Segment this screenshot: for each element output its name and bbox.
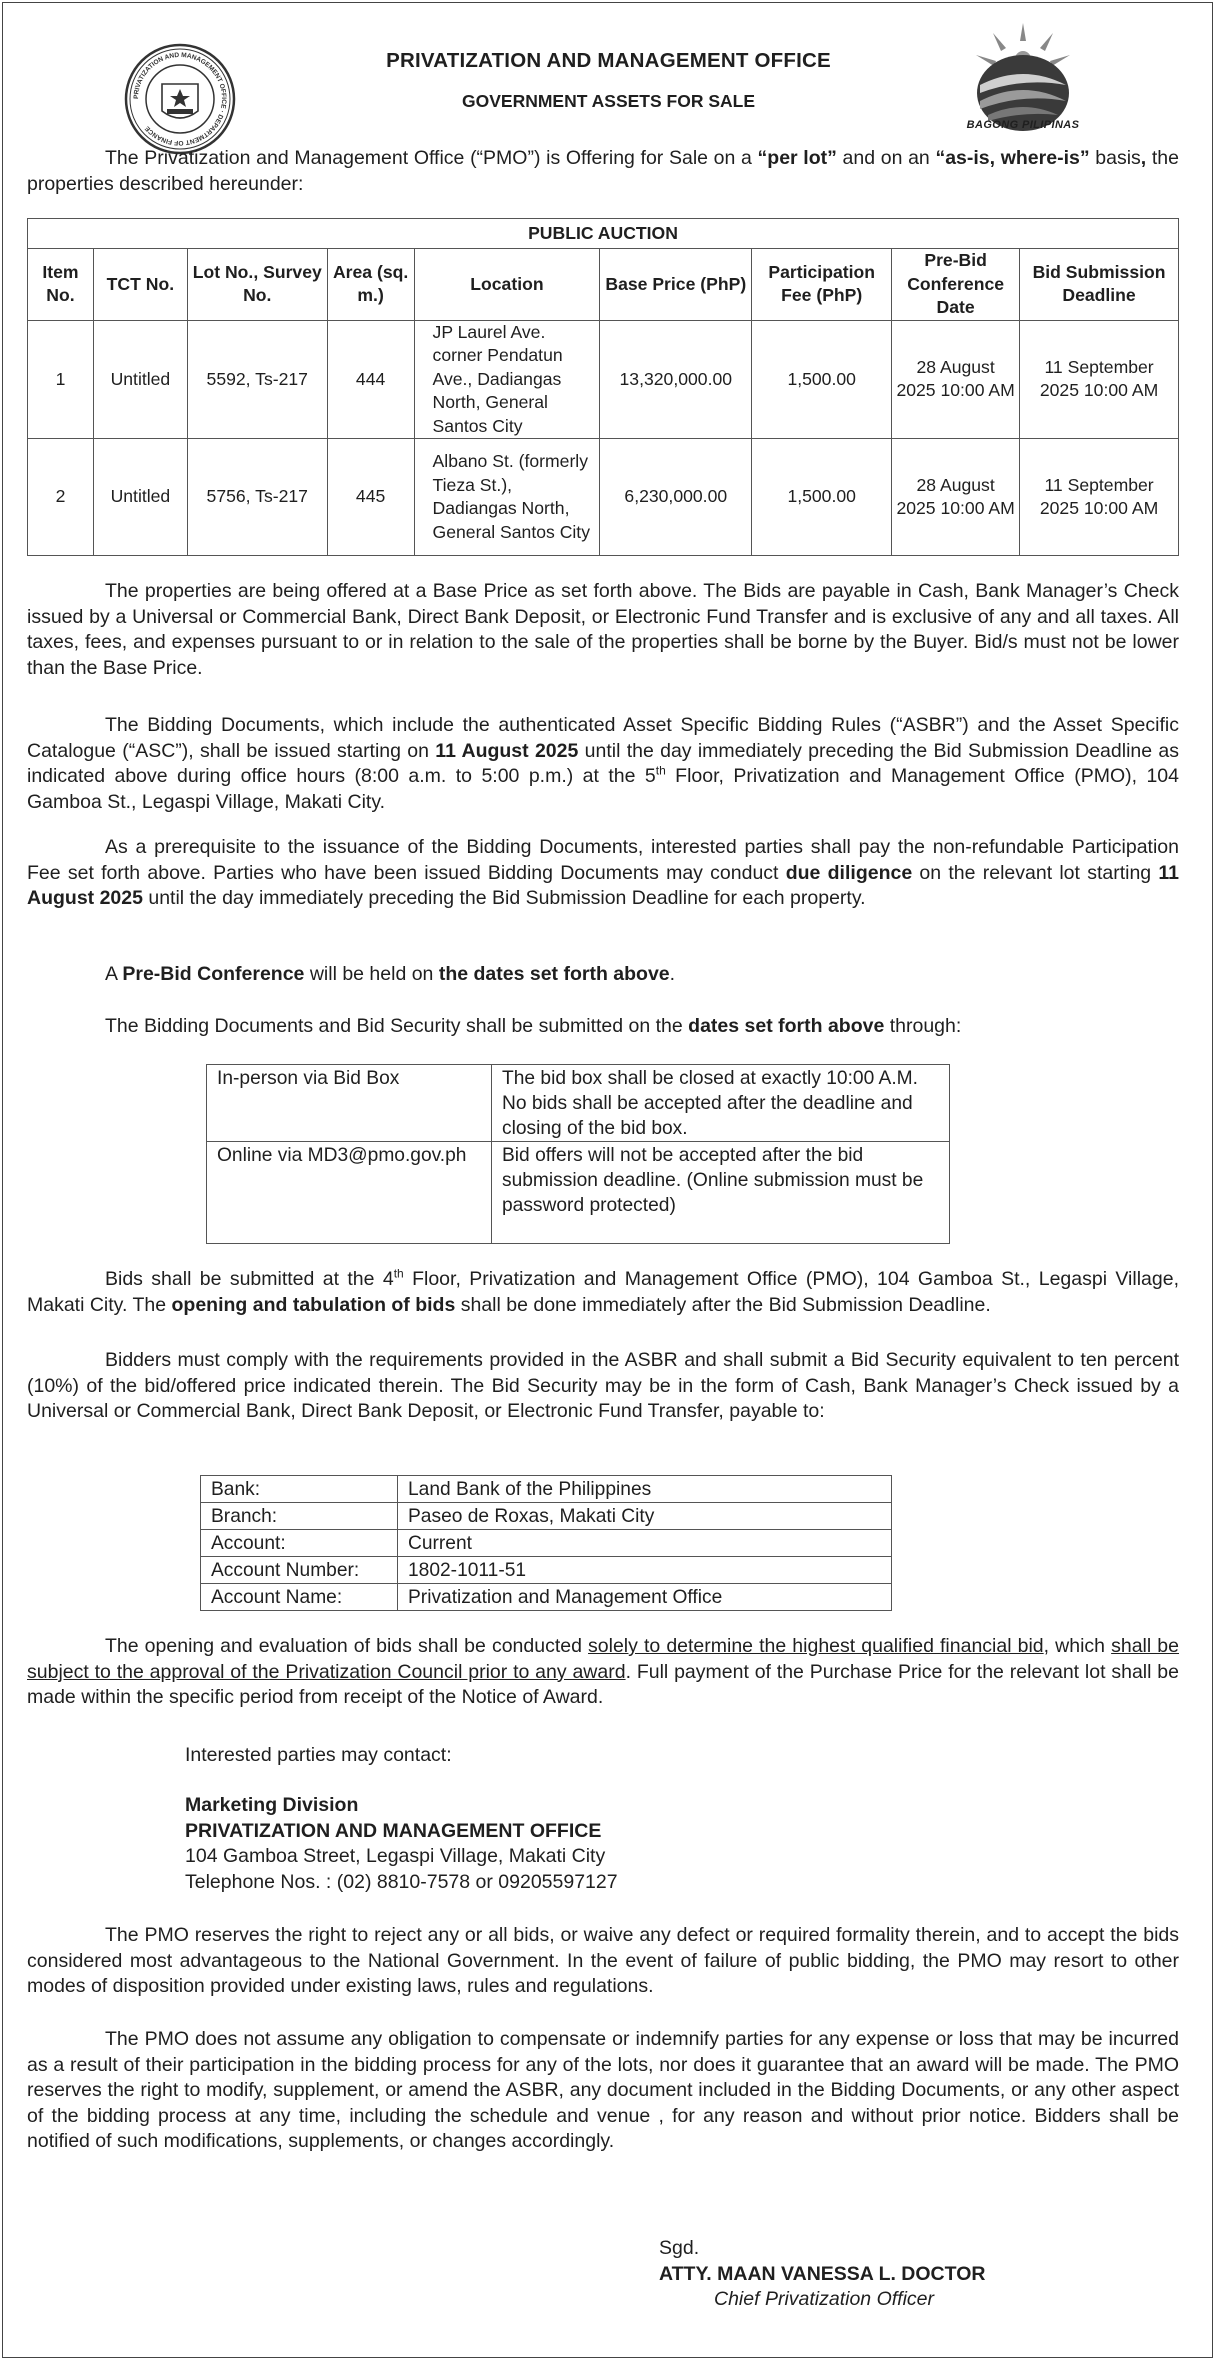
bank-value: 1802-1011-51: [398, 1557, 892, 1584]
cell-area: 444: [327, 320, 414, 439]
cell-location: JP Laurel Ave. corner Pendatun Ave., Dadiangas North, General Santos City: [414, 320, 600, 439]
price-paragraph: The properties are being offered at a Base Price as set forth above. The Bids are payable in Cash, Bank Manager’s Check issued by a Universal or Commercial Bank, Direct Bank Deposit, or Electronic Fund Transfer and is exclusive of any and all taxes. All taxes, fees, and expenses pursuant to or in relation to the sale of the properties shall be borne by the Buyer. Bid/s must not be lower than the Base Price.: [27, 580, 1179, 679]
bid-security-paragraph: Bidders must comply with the requirements provided in the ASBR and shall submit a Bid Security equivalent to ten percent (10%) of the bid/offered price indicated therein. The Bid Security may be in the form of Cash, Bank Manager’s Check issued by a Universal or Commercial Bank, Direct Bank Deposit, or Electronic Fund Transfer, payable to:: [27, 1349, 1179, 1423]
participation-fee-paragraph: As a prerequisite to the issuance of the Bidding Documents, interested parties shall pay the non-refundable Participation Fee set forth above. Parties who have been issued Bidding Documents may conduct due diligence on the relevant lot starting 11 August 2025 until the day immediately preceding the Bid Submission Deadline for each property.: [27, 836, 1180, 910]
contact-block: [185, 1793, 1085, 1895]
auction-title: PUBLIC AUCTION: [28, 219, 1179, 249]
bank-label: Bank:: [201, 1476, 398, 1503]
cell-lot: 5592, Ts-217: [187, 320, 327, 439]
contact-office: PRIVATIZATION AND MANAGEMENT OFFICE: [185, 1819, 602, 1842]
bank-label: Branch:: [201, 1503, 398, 1530]
col-header: TCT No.: [93, 249, 187, 321]
submission-paragraph: The Bidding Documents and Bid Security shall be submitted on the dates set forth above through:: [105, 1015, 962, 1037]
notice-page: [2, 2, 1213, 2358]
col-header: Area (sq. m.): [327, 249, 414, 321]
prebid-paragraph: A Pre-Bid Conference will be held on the dates set forth above.: [105, 963, 676, 985]
table-row: [201, 1584, 892, 1611]
svg-text:PRIVATIZATION AND MANAGEMENT O: PRIVATIZATION AND MANAGEMENT OFFICE · DEPARTMENT OF FINANCE: [132, 51, 228, 147]
signatory-title: Chief Privatization Officer: [714, 2288, 934, 2311]
liability-paragraph: The PMO does not assume any obligation to compensate or indemnify parties for any expense or loss that may be incurred as a result of their participation in the bidding process for any of the lots, nor does it guarantee that an award will be made. The PMO reserves the right to modify, supplement, or amend the ASBR, any document included in the Bidding Documents, or any other aspect of the bidding process at any time, including the schedule and venue , for any reason and without prior notice. Bidders shall be notified of such modifications, supplements, or changes accordingly.: [27, 2028, 1179, 2153]
col-header: Bid Submission Deadline: [1020, 249, 1179, 321]
cell-deadline: 11 September 2025 10:00 AM: [1020, 320, 1179, 439]
bank-label: Account Number:: [201, 1557, 398, 1584]
submission-methods-table: [206, 1064, 950, 1244]
cell-lot: 5756, Ts-217: [187, 439, 327, 556]
table-row: [207, 1142, 950, 1244]
notice-subtitle: GOVERNMENT ASSETS FOR SALE: [462, 91, 755, 111]
cell-base-price: 13,320,000.00: [600, 320, 752, 439]
submission-location-paragraph: Bids shall be submitted at the 4th Floor, Privatization and Management Office (PMO), 104 Gamboa St., Legaspi Village, Makati City. The opening and tabulation of bids shall be done immediately after the Bid Submission Deadline.: [27, 1266, 1180, 1316]
cell-tct: Untitled: [93, 320, 187, 439]
bank-value: Privatization and Management Office: [398, 1584, 892, 1611]
table-row: [201, 1557, 892, 1584]
col-header: Pre-Bid Conference Date: [892, 249, 1020, 321]
table-row: [28, 439, 1179, 556]
col-header: Lot No., Survey No.: [187, 249, 327, 321]
signature-block: [659, 2236, 1179, 2313]
bidding-documents-paragraph: The Bidding Documents, which include the authenticated Asset Specific Bidding Rules (“ASBR”) and the Asset Specific Catalogue (“ASC”), shall be issued starting on 11 August 2025 until the day immediately preceding the Bid Submission Deadline as indicated above during office hours (8:00 a.m. to 5:00 p.m.) at the 5th Floor, Privatization and Management Office (PMO), 104 Gamboa St., Legaspi Village, Makati City.: [27, 714, 1179, 813]
submission-description: The bid box shall be closed at exactly 10:00 A.M. No bids shall be accepted after the deadline and closing of the bid box.: [492, 1065, 950, 1142]
table-row: [201, 1530, 892, 1557]
table-row: [207, 1065, 950, 1142]
cell-item: 2: [28, 439, 94, 556]
auction-header-row: [28, 249, 1179, 321]
col-header: Item No.: [28, 249, 94, 321]
bank-details-table: [200, 1475, 892, 1611]
office-title: PRIVATIZATION AND MANAGEMENT OFFICE: [386, 49, 831, 72]
cell-deadline: 11 September 2025 10:00 AM: [1020, 439, 1179, 556]
bank-label: Account:: [201, 1530, 398, 1557]
bagong-pilipinas-label: BAGONG PILIPINAS: [966, 119, 1080, 131]
col-header: Location: [414, 249, 600, 321]
evaluation-paragraph: The opening and evaluation of bids shall be conducted solely to determine the highest qualified financial bid, which shall be subject to the approval of the Privatization Council prior to any award. Full payment of the Purchase Price for the relevant lot shall be made within the specific period from receipt of the Notice of Award.: [27, 1635, 1179, 1709]
cell-prebid-date: 28 August 2025 10:00 AM: [892, 320, 1020, 439]
contact-intro: Interested parties may contact:: [185, 1744, 452, 1766]
contact-division: Marketing Division: [185, 1794, 359, 1816]
submission-mode: In-person via Bid Box: [207, 1065, 492, 1142]
contact-address: 104 Gamboa Street, Legaspi Village, Makati City: [185, 1845, 606, 1868]
signature-sgd: Sgd.: [659, 2237, 700, 2259]
reservation-paragraph: The PMO reserves the right to reject any or all bids, or waive any defect or required formality therein, and to accept the bids considered most advantageous to the National Government. In the event of failure of public bidding, the PMO may resort to other modes of disposition provided under existing laws, rules and regulations.: [27, 1924, 1179, 1998]
bank-value: Land Bank of the Philippines: [398, 1476, 892, 1503]
cell-area: 445: [327, 439, 414, 556]
cell-prebid-date: 28 August 2025 10:00 AM: [892, 439, 1020, 556]
table-row: [201, 1503, 892, 1530]
submission-description: Bid offers will not be accepted after the bid submission deadline. (Online submission must be password protected): [492, 1142, 950, 1244]
intro-paragraph: The Privatization and Management Office (“PMO”) is Offering for Sale on a “per lot” and on an “as-is, where-is” basis, the properties described hereunder:: [27, 147, 1179, 195]
public-auction-table: [27, 218, 1179, 556]
cell-location: Albano St. (formerly Tieza St.), Dadiangas North, General Santos City: [414, 439, 600, 556]
cell-participation-fee: 1,500.00: [752, 439, 892, 556]
cell-tct: Untitled: [93, 439, 187, 556]
contact-phone: Telephone Nos. : (02) 8810-7578 or 09205597127: [185, 1870, 618, 1893]
bank-value: Current: [398, 1530, 892, 1557]
cell-item: 1: [28, 320, 94, 439]
bank-label: Account Name:: [201, 1584, 398, 1611]
cell-base-price: 6,230,000.00: [600, 439, 752, 556]
col-header: Base Price (PhP): [600, 249, 752, 321]
cell-participation-fee: 1,500.00: [752, 320, 892, 439]
table-row: [201, 1476, 892, 1503]
col-header: Participation Fee (PhP): [752, 249, 892, 321]
table-row: [28, 320, 1179, 439]
bank-value: Paseo de Roxas, Makati City: [398, 1503, 892, 1530]
submission-mode: Online via MD3@pmo.gov.ph: [207, 1142, 492, 1244]
signatory-name: ATTY. MAAN VANESSA L. DOCTOR: [659, 2262, 986, 2285]
